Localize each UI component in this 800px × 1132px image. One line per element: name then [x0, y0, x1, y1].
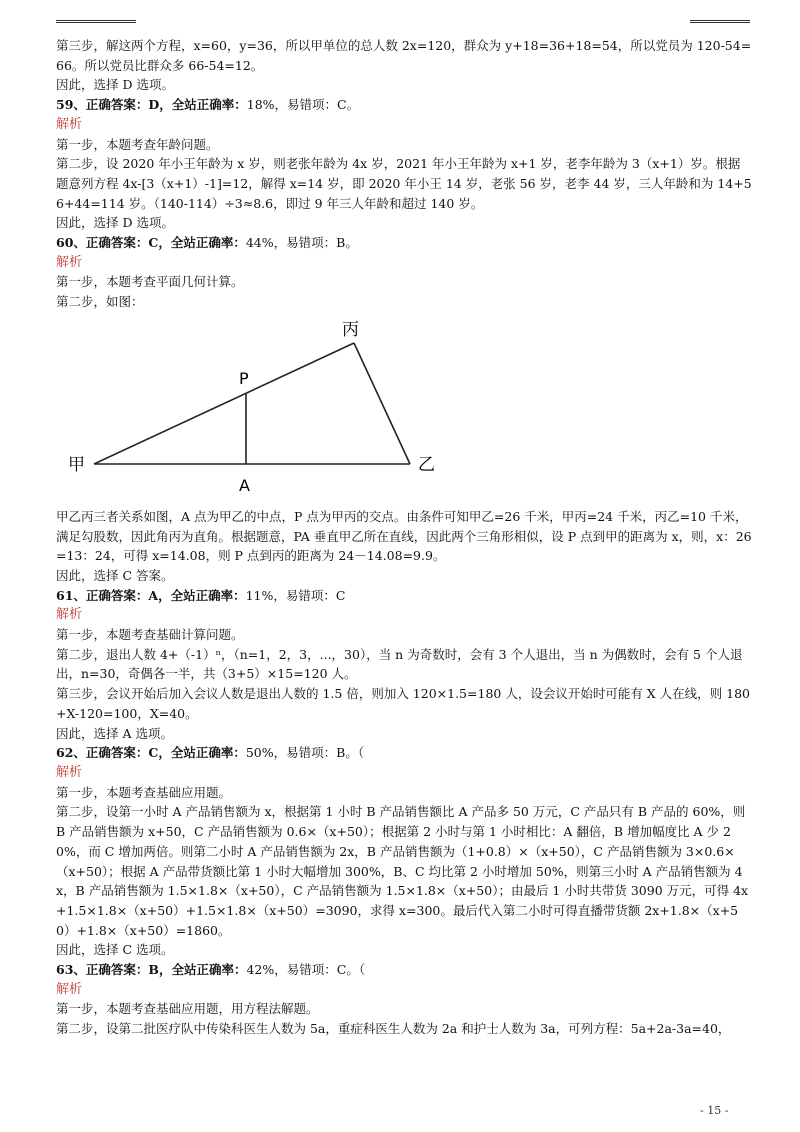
page-content [56, 36, 752, 1039]
analysis-line: 因此，选择 A 选项。 [56, 725, 173, 741]
header-rule-left [56, 20, 136, 23]
page-number: - 15 - [700, 1104, 729, 1117]
analysis-label: 解析 [56, 764, 83, 780]
analysis-line: 因此，选择 C 选项。 [56, 942, 174, 958]
analysis-label: 解析 [56, 116, 83, 132]
label-yi: 乙 [418, 454, 435, 475]
intro-line: 第三步，解这两个方程，x=60，y=36，所以甲单位的总人数 2x=120，群众为 y+18=36+18=54，所以党员为 120-54=66。所以党员比群众多 66-54=12。 [56, 38, 752, 73]
label-p: P [239, 368, 249, 388]
edge-jia-bing [94, 343, 354, 464]
analysis-line: 第一步，本题考查基础应用题。 [56, 784, 232, 800]
label-a: A [239, 475, 250, 495]
analysis-line: 因此，选择 D 选项。 [56, 215, 174, 231]
triangle-figure [56, 314, 752, 507]
analysis-line: 甲乙丙三者关系如图，A 点为甲乙的中点，P 点为甲丙的交点。由条件可知甲乙=26 千米，甲丙=24 千米，丙乙=10 千米，满足勾股数，因此角丙为直角。根据题意，PA 垂直甲乙所在直线，因此两个三角形相似，设 P 点到甲的距离为 x，则，x：26=13：24，可得 x=14.08，则 P 点到丙的距离为 24－14.08=9.9。 [56, 508, 752, 564]
question-61-header: 61、正确答案：A，全站正确率：11%，易错项：C [56, 587, 346, 603]
analysis-line: 第一步，本题考查年龄问题。 [56, 136, 219, 152]
analysis-line: 第二步，退出人数 4+（-1）ⁿ，（n=1，2，3，...，30），当 n 为奇数时，会有 3 个人退出，当 n 为偶数时，会有 5 个人退出，n=30，奇偶各一半，共（3+5）×15=120 人。 [56, 646, 743, 682]
analysis-label: 解析 [56, 981, 83, 997]
analysis-line: 第一步，本题考查平面几何计算。 [56, 274, 244, 290]
label-bing: 丙 [342, 319, 359, 340]
label-jia: 甲 [68, 454, 85, 475]
analysis-line: 第三步，会议开始后加入会议人数是退出人数的 1.5 倍，则加入 120×1.5=180 人，设会议开始时可能有 X 人在线，则 180+X-120=100，X=40。 [56, 686, 750, 721]
analysis-line: 第一步，本题考查基础计算问题。 [56, 627, 244, 643]
analysis-line: 第二步，设第二批医疗队中传染科医生人数为 5a，重症科医生人数为 2a 和护士人数为 3a，可列方程：5a+2a-3a=40， [56, 1021, 731, 1037]
analysis-line: 因此，选择 C 答案。 [56, 567, 174, 583]
question-59-header: 59、正确答案：D，全站正确率：18%，易错项：C。 [56, 97, 360, 113]
question-60-header: 60、正确答案：C，全站正确率：44%，易错项：B。 [56, 235, 358, 251]
header-rule-right [690, 20, 750, 23]
analysis-label: 解析 [56, 607, 83, 623]
triangle-diagram [56, 314, 456, 507]
question-62-header: 62、正确答案：C，全站正确率：50%，易错项：B。（ [56, 745, 365, 761]
intro-line: 因此，选择 D 选项。 [56, 77, 174, 93]
edge-bing-yi [354, 343, 410, 464]
analysis-line: 第一步，本题考查基础应用题，用方程法解题。 [56, 1001, 319, 1017]
analysis-line: 第二步，如图： [56, 294, 144, 310]
analysis-line: 第二步，设第一小时 A 产品销售额为 x，根据第 1 小时 B 产品销售额比 A 产品多 50 万元，C 产品只有 B 产品的 60%，则 B 产品销售额为 x+50，C 产品销售额为 0.6×（x+50）；根据第 2 小时与第 1 小时相比：A 翻倍，B 增加幅度比 A 少 20%，而 C 增加两倍。则第二小时 A 产品销售额为 2x，B 产品销售额为（1+0.8）×（x+50），C 产品销售额为 3×0.6×（x+50）；根据 A 产品带货额比第 1 小时大幅增加 300%，B、C 均比第 2 小时增加 50%，则第三小时 A 产品销售额为 4x，B 产品销售额为 1.5×1.8×（x+50），C 产品销售额为 1.5×1.8×（x+50）；由最后 1 小时共带货 3090 万元，可得 4x+1.5×1.8×（x+50）+1.5×1.8×（x+50）=3090，求得 x=300。最后代入第二小时可得直播带货额 2x+1.8×（x+50）+1.8×（x+50）=1860。 [56, 804, 749, 938]
analysis-line: 第二步，设 2020 年小王年龄为 x 岁，则老张年龄为 4x 岁，2021 年小王年龄为 x+1 岁，老李年龄为 3（x+1）岁。根据题意列方程 4x-[3（x+1）-1]=12，解得 x=14 岁，即 2020 年小王 14 岁，老张 56 岁，老李 44 岁，三人年龄和为 14+56+44=114 岁。（140-114）÷3≈8.6，即过 9 年三人年龄和超过 140 岁。 [56, 156, 752, 211]
analysis-label: 解析 [56, 254, 83, 270]
question-63-header: 63、正确答案：B，全站正确率：42%，易错项：C。（ [56, 962, 366, 978]
